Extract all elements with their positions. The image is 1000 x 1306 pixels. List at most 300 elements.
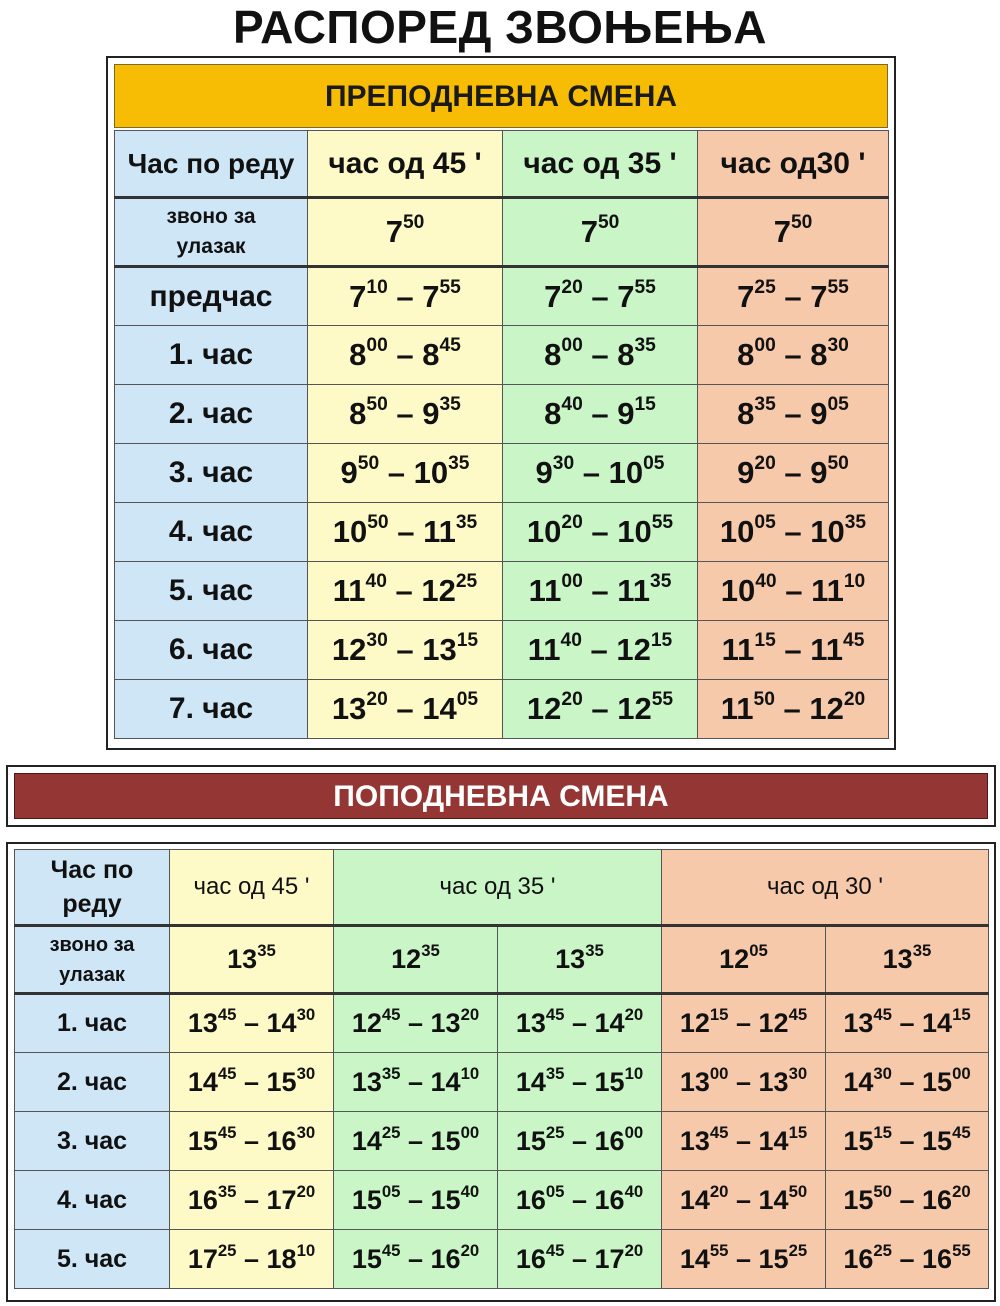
end-hour: 9 [617,396,635,431]
end-minute: 45 [439,335,461,357]
range-dash: – [775,632,811,667]
start-hour: 15 [351,1184,382,1215]
start-minute: 25 [381,1122,401,1142]
start-minute: 50 [357,453,380,475]
end-hour: 11 [423,514,456,549]
start-hour: 13 [843,1008,874,1038]
range-dash: – [774,691,810,726]
time-range-30 [698,267,889,326]
hour: 12 [719,944,750,974]
range-dash: – [387,691,423,726]
morning-row [115,444,889,503]
hour: 13 [227,944,258,974]
enter-bell-time [826,926,989,994]
time-range [498,1230,662,1289]
time-range-30 [698,385,889,444]
start-hour: 17 [187,1243,218,1274]
start-minute: 00 [366,335,388,357]
end-minute: 55 [827,276,849,298]
range-dash: – [582,278,618,314]
end-minute: 50 [827,453,849,475]
start-hour: 13 [331,691,367,726]
end-minute: 55 [952,1240,971,1260]
afternoon-shift-title-box [6,765,996,827]
end-hour: 13 [430,1008,461,1038]
start-minute: 45 [381,1240,401,1260]
start-hour: 16 [515,1243,546,1274]
range-dash: – [387,632,423,667]
time-range-45 [308,326,503,385]
start-hour: 8 [349,337,367,372]
hour: 7 [773,214,791,249]
end-minute: 35 [844,512,867,534]
start-minute: 45 [545,1240,565,1260]
start-minute: 00 [561,571,583,593]
start-hour: 14 [843,1066,874,1097]
time-range-30 [698,621,889,680]
start-hour: 7 [737,278,755,314]
time-range-45 [308,680,503,739]
end-minute: 05 [456,689,479,711]
time-range-30 [698,562,889,621]
end-minute: 45 [952,1122,971,1142]
range-dash: – [387,396,423,431]
end-hour: 10 [617,514,652,549]
time-range [170,1230,334,1289]
minute: 35 [257,940,276,960]
end-minute: 15 [952,1004,971,1024]
time-range-35 [503,680,698,739]
start-minute: 20 [366,689,388,711]
start-minute: 10 [366,276,388,298]
start-hour: 7 [349,278,367,314]
end-hour: 14 [922,1008,953,1038]
hour: 13 [882,944,913,974]
lesson-label: 7. час [115,680,308,739]
lesson-label: 1. час [15,994,170,1053]
end-hour: 17 [266,1184,297,1215]
end-minute: 40 [624,1181,644,1201]
enter-bell-time [498,926,662,994]
time-range [826,994,989,1053]
range-dash: – [582,691,618,726]
start-minute: 35 [754,394,776,416]
time-range [334,1053,498,1112]
enter-bell-time [334,926,498,994]
end-minute: 15 [788,1122,808,1142]
range-dash: – [728,1008,759,1038]
start-hour: 10 [720,573,756,608]
lesson-label: 2. час [15,1053,170,1112]
range-dash: – [236,1243,267,1274]
header-col-45: час од 45 ' [170,850,334,926]
end-minute: 55 [651,512,674,534]
end-minute: 15 [650,630,673,652]
range-dash: – [236,1184,267,1215]
range-dash: – [891,1184,923,1215]
range-dash: – [388,514,424,549]
range-dash: – [582,514,618,549]
range-dash: – [400,1243,431,1274]
end-hour: 15 [922,1066,953,1097]
range-dash: – [775,278,811,314]
time-range [826,1112,989,1171]
start-minute: 35 [217,1181,237,1201]
end-hour: 10 [413,455,449,490]
end-hour: 14 [430,1066,461,1097]
end-hour: 15 [594,1066,625,1097]
start-minute: 05 [381,1181,401,1201]
start-minute: 20 [561,512,583,534]
end-hour: 16 [430,1243,461,1274]
enter-bell-label-line2: улазак [59,963,125,986]
end-minute: 10 [296,1240,316,1260]
minute: 35 [585,940,604,960]
start-hour: 13 [515,1008,546,1038]
afternoon-row [15,1171,989,1230]
time-range [334,1112,498,1171]
hour: 13 [555,944,586,974]
time-range [662,1112,826,1171]
time-range-45 [308,444,503,503]
afternoon-enter-row [15,926,989,994]
morning-header-row [115,131,889,198]
end-hour: 18 [266,1243,297,1274]
end-hour: 7 [617,278,635,314]
start-hour: 14 [187,1066,218,1097]
end-minute: 05 [827,394,849,416]
end-minute: 15 [456,630,479,652]
header-col-30: час од30 ' [698,131,889,198]
range-dash: – [582,337,618,372]
enter-bell-30 [698,198,889,267]
start-hour: 15 [187,1125,218,1156]
time-range [170,1112,334,1171]
end-minute: 25 [455,571,478,593]
end-minute: 30 [296,1122,316,1142]
afternoon-row [15,1230,989,1289]
lesson-label: 3. час [115,444,308,503]
start-minute: 00 [709,1063,729,1083]
start-hour: 13 [679,1125,710,1156]
range-dash: – [776,573,812,608]
enter-bell-label [115,198,308,267]
time-range-35 [503,562,698,621]
start-minute: 25 [754,276,776,298]
afternoon-row [15,1112,989,1171]
end-minute: 20 [460,1004,480,1024]
end-hour: 9 [422,396,440,431]
end-minute: 20 [460,1240,480,1260]
end-hour: 11 [617,573,651,608]
end-hour: 8 [617,337,635,372]
time-range [498,1053,662,1112]
start-hour: 8 [544,337,562,372]
end-minute: 10 [624,1063,644,1083]
start-hour: 11 [528,573,562,608]
range-dash: – [564,1243,595,1274]
end-minute: 00 [460,1122,480,1142]
start-minute: 50 [367,512,389,534]
range-dash: – [891,1243,923,1274]
time-range [662,1053,826,1112]
lesson-label: 4. час [115,503,308,562]
header-col-30: час од 30 ' [662,850,989,926]
start-minute: 20 [709,1181,729,1201]
time-range-30 [698,503,889,562]
start-minute: 40 [365,571,387,593]
end-minute: 35 [650,571,672,593]
end-hour: 12 [421,573,456,608]
start-hour: 10 [719,514,755,549]
morning-shift-box [106,56,896,750]
start-hour: 15 [843,1125,874,1156]
header-col-45: час од 45 ' [308,131,503,198]
range-dash: – [387,337,423,372]
end-minute: 45 [788,1004,808,1024]
range-dash: – [775,337,811,372]
end-minute: 55 [439,276,461,298]
range-dash: – [564,1066,595,1097]
time-range-35 [503,444,698,503]
end-hour: 10 [810,514,845,549]
range-dash: – [775,396,811,431]
end-hour: 14 [758,1184,789,1215]
end-hour: 14 [266,1008,297,1038]
time-range [498,994,662,1053]
start-minute: 15 [709,1004,729,1024]
end-minute: 35 [439,394,461,416]
start-minute: 30 [366,630,388,652]
enter-bell-35 [503,198,698,267]
start-minute: 40 [755,571,777,593]
range-dash: – [564,1008,595,1038]
time-range-35 [503,385,698,444]
page-title: РАСПОРЕД ЗВОЊЕЊА [232,1,767,53]
hour: 7 [580,214,598,249]
time-range [826,1171,989,1230]
start-minute: 20 [754,453,776,475]
enter-bell-label-line1: звоно за [49,933,135,956]
start-hour: 12 [331,632,367,667]
time-range-35 [503,621,698,680]
end-minute: 00 [624,1122,644,1142]
end-hour: 9 [810,396,828,431]
start-minute: 25 [873,1240,892,1260]
end-hour: 17 [594,1243,625,1274]
start-hour: 8 [737,337,755,372]
minute: 50 [402,212,425,234]
range-dash: – [728,1066,759,1097]
end-hour: 12 [617,691,652,726]
range-dash: – [236,1066,267,1097]
end-hour: 15 [430,1184,461,1215]
time-range-35 [503,503,698,562]
range-dash: – [891,1008,923,1038]
end-minute: 20 [624,1240,644,1260]
start-hour: 16 [187,1184,218,1215]
time-range [662,994,826,1053]
lesson-label: 6. час [115,621,308,680]
time-range [334,1171,498,1230]
range-dash: – [236,1125,267,1156]
time-range [170,1053,334,1112]
end-hour: 16 [594,1184,625,1215]
end-hour: 12 [809,691,844,726]
afternoon-header-row [15,850,989,926]
end-hour: 15 [922,1125,953,1156]
time-range-30 [698,444,889,503]
start-minute: 00 [754,335,776,357]
minute: 05 [749,940,768,960]
end-minute: 10 [843,571,866,593]
start-hour: 13 [187,1008,218,1038]
morning-row [115,267,889,326]
afternoon-shift-box [6,842,996,1302]
lesson-label: 2. час [115,385,308,444]
start-minute: 50 [753,689,775,711]
start-hour: 11 [721,632,755,667]
start-minute: 20 [561,276,583,298]
end-minute: 55 [651,689,674,711]
start-hour: 8 [544,396,562,431]
end-hour: 15 [430,1125,461,1156]
range-dash: – [379,455,414,490]
time-range [662,1230,826,1289]
start-hour: 15 [351,1243,382,1274]
end-hour: 8 [810,337,828,372]
range-dash: – [582,573,618,608]
start-hour: 12 [351,1008,382,1038]
start-minute: 15 [754,630,776,652]
morning-shift-title: ПРЕПОДНЕВНА СМЕНА [114,64,888,128]
start-minute: 05 [545,1181,565,1201]
lesson-label: предчас [115,267,308,326]
range-dash: – [564,1184,595,1215]
end-hour: 14 [594,1008,625,1038]
start-hour: 16 [843,1243,874,1274]
morning-row [115,621,889,680]
end-minute: 00 [952,1063,971,1083]
range-dash: – [891,1125,923,1156]
start-hour: 10 [526,514,562,549]
start-hour: 15 [843,1184,874,1215]
end-hour: 15 [266,1066,297,1097]
start-hour: 15 [515,1125,546,1156]
time-range [170,1171,334,1230]
afternoon-row [15,1053,989,1112]
range-dash: – [400,1184,431,1215]
start-minute: 05 [754,512,776,534]
header-lesson-number-line2: реду [62,890,122,918]
time-range-30 [698,680,889,739]
range-dash: – [728,1184,759,1215]
end-hour: 11 [811,573,844,608]
time-range [498,1171,662,1230]
morning-row [115,562,889,621]
time-range [826,1053,989,1112]
end-hour: 13 [758,1066,789,1097]
end-minute: 30 [827,335,849,357]
end-hour: 7 [422,278,440,314]
enter-bell-time [170,926,334,994]
end-minute: 35 [448,453,470,475]
start-hour: 12 [679,1008,710,1038]
end-hour: 12 [616,632,651,667]
header-col-35: час од 35 ' [503,131,698,198]
start-hour: 8 [349,396,367,431]
time-range [334,1230,498,1289]
morning-row [115,680,889,739]
morning-schedule-table [114,130,889,739]
start-minute: 45 [545,1004,565,1024]
start-hour: 9 [340,455,358,490]
range-dash: – [582,396,618,431]
end-hour: 16 [922,1243,953,1274]
end-minute: 20 [624,1004,644,1024]
start-hour: 9 [535,455,553,490]
start-hour: 11 [332,573,366,608]
range-dash: – [400,1066,431,1097]
start-hour: 13 [679,1066,710,1097]
start-minute: 40 [561,394,583,416]
end-minute: 55 [634,276,656,298]
end-hour: 9 [810,455,828,490]
lesson-label: 4. час [15,1171,170,1230]
start-hour: 11 [720,691,754,726]
end-minute: 50 [788,1181,808,1201]
start-minute: 50 [366,394,388,416]
end-minute: 45 [843,630,865,652]
enter-bell-45 [308,198,503,267]
minute: 50 [790,212,813,234]
end-hour: 7 [810,278,828,314]
start-hour: 11 [527,632,561,667]
lesson-label: 5. час [115,562,308,621]
time-range-45 [308,562,503,621]
end-hour: 10 [608,455,644,490]
end-minute: 05 [643,453,665,475]
range-dash: – [400,1125,431,1156]
end-hour: 16 [266,1125,297,1156]
time-range-45 [308,385,503,444]
start-minute: 35 [545,1063,565,1083]
range-dash: – [775,514,811,549]
start-minute: 25 [217,1240,237,1260]
afternoon-shift-title: ПОПОДНЕВНА СМЕНА [14,773,988,819]
range-dash: – [581,632,617,667]
start-minute: 45 [709,1122,729,1142]
end-hour: 12 [758,1008,789,1038]
start-minute: 45 [217,1122,237,1142]
minute: 35 [421,940,440,960]
time-range [334,994,498,1053]
start-minute: 30 [873,1063,892,1083]
enter-bell-label [15,926,170,994]
end-minute: 20 [296,1181,316,1201]
time-range-45 [308,621,503,680]
start-minute: 50 [873,1181,892,1201]
end-hour: 14 [758,1125,789,1156]
minute: 50 [597,212,620,234]
time-range [170,994,334,1053]
range-dash: – [728,1125,759,1156]
start-minute: 20 [561,689,583,711]
lesson-label: 3. час [15,1112,170,1171]
range-dash: – [775,455,811,490]
start-minute: 45 [217,1063,237,1083]
end-minute: 35 [634,335,656,357]
